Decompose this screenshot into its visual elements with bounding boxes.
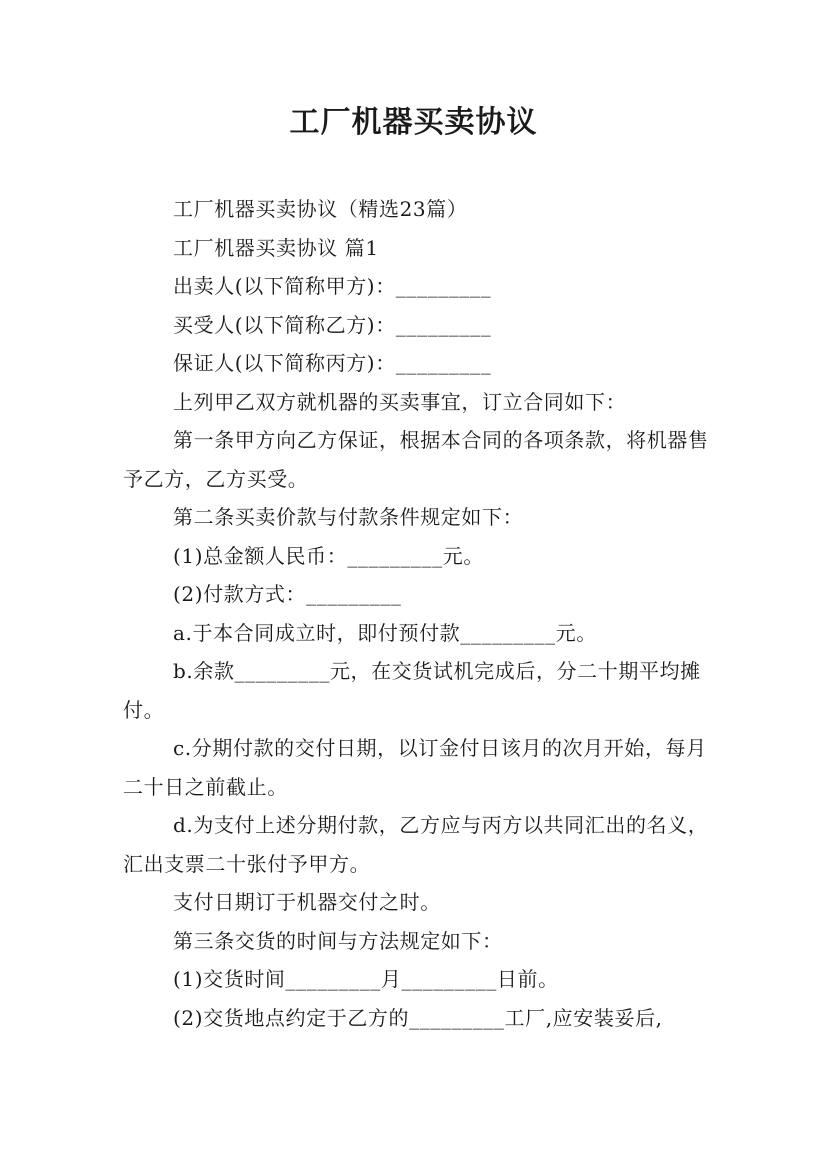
paragraph-article-3: 第三条交货的时间与方法规定如下： xyxy=(173,928,503,953)
paragraph-preamble: 上列甲乙双方就机器的买卖事宜，订立合同如下： xyxy=(173,389,627,414)
paragraph-guarantor: 保证人(以下简称丙方)：_________ xyxy=(173,351,492,375)
paragraph-payment-method: (2)付款方式：_________ xyxy=(173,582,402,606)
paragraph-article-2: 第二条买卖价款与付款条件规定如下： xyxy=(173,505,524,529)
paragraph-item-d: d.为支付上述分期付款，乙方应与丙方以共同汇出的名义，汇出支票二十张付予甲方。 xyxy=(123,813,709,876)
paragraph-seller: 出卖人(以下简称甲方)：_________ xyxy=(173,274,492,298)
paragraph-article-1: 第一条甲方向乙方保证，根据本合同的各项条款，将机器售予乙方，乙方买受。 xyxy=(123,428,709,491)
paragraph-payment-date: 支付日期订于机器交付之时。 xyxy=(173,890,441,914)
paragraph-buyer: 买受人(以下简称乙方)：_________ xyxy=(173,312,492,337)
document-title: 工厂机器买卖协议 xyxy=(289,105,538,140)
paragraph-item-c: c.分期付款的交付日期，以订金付日该月的次月开始，每月二十日之前截止。 xyxy=(123,736,707,799)
paragraph-subtitle: 工厂机器买卖协议（精选23篇） xyxy=(173,197,468,221)
document-body xyxy=(123,190,713,1037)
paragraph-item-a: a.于本合同成立时，即付预付款_________元。 xyxy=(173,620,597,645)
paragraph-total-amount: (1)总金额人民币：_________元。 xyxy=(173,543,484,568)
paragraph-item-b: b.余款_________元，在交货试机完成后，分二十期平均摊付。 xyxy=(123,659,701,722)
paragraph-section-heading: 工厂机器买卖协议 篇1 xyxy=(173,235,379,260)
paragraph-delivery-place: (2)交货地点约定于乙方的_________工厂,应安装妥后, xyxy=(173,1005,663,1030)
paragraph-delivery-time: (1)交货时间_________月_________日前。 xyxy=(173,967,559,991)
